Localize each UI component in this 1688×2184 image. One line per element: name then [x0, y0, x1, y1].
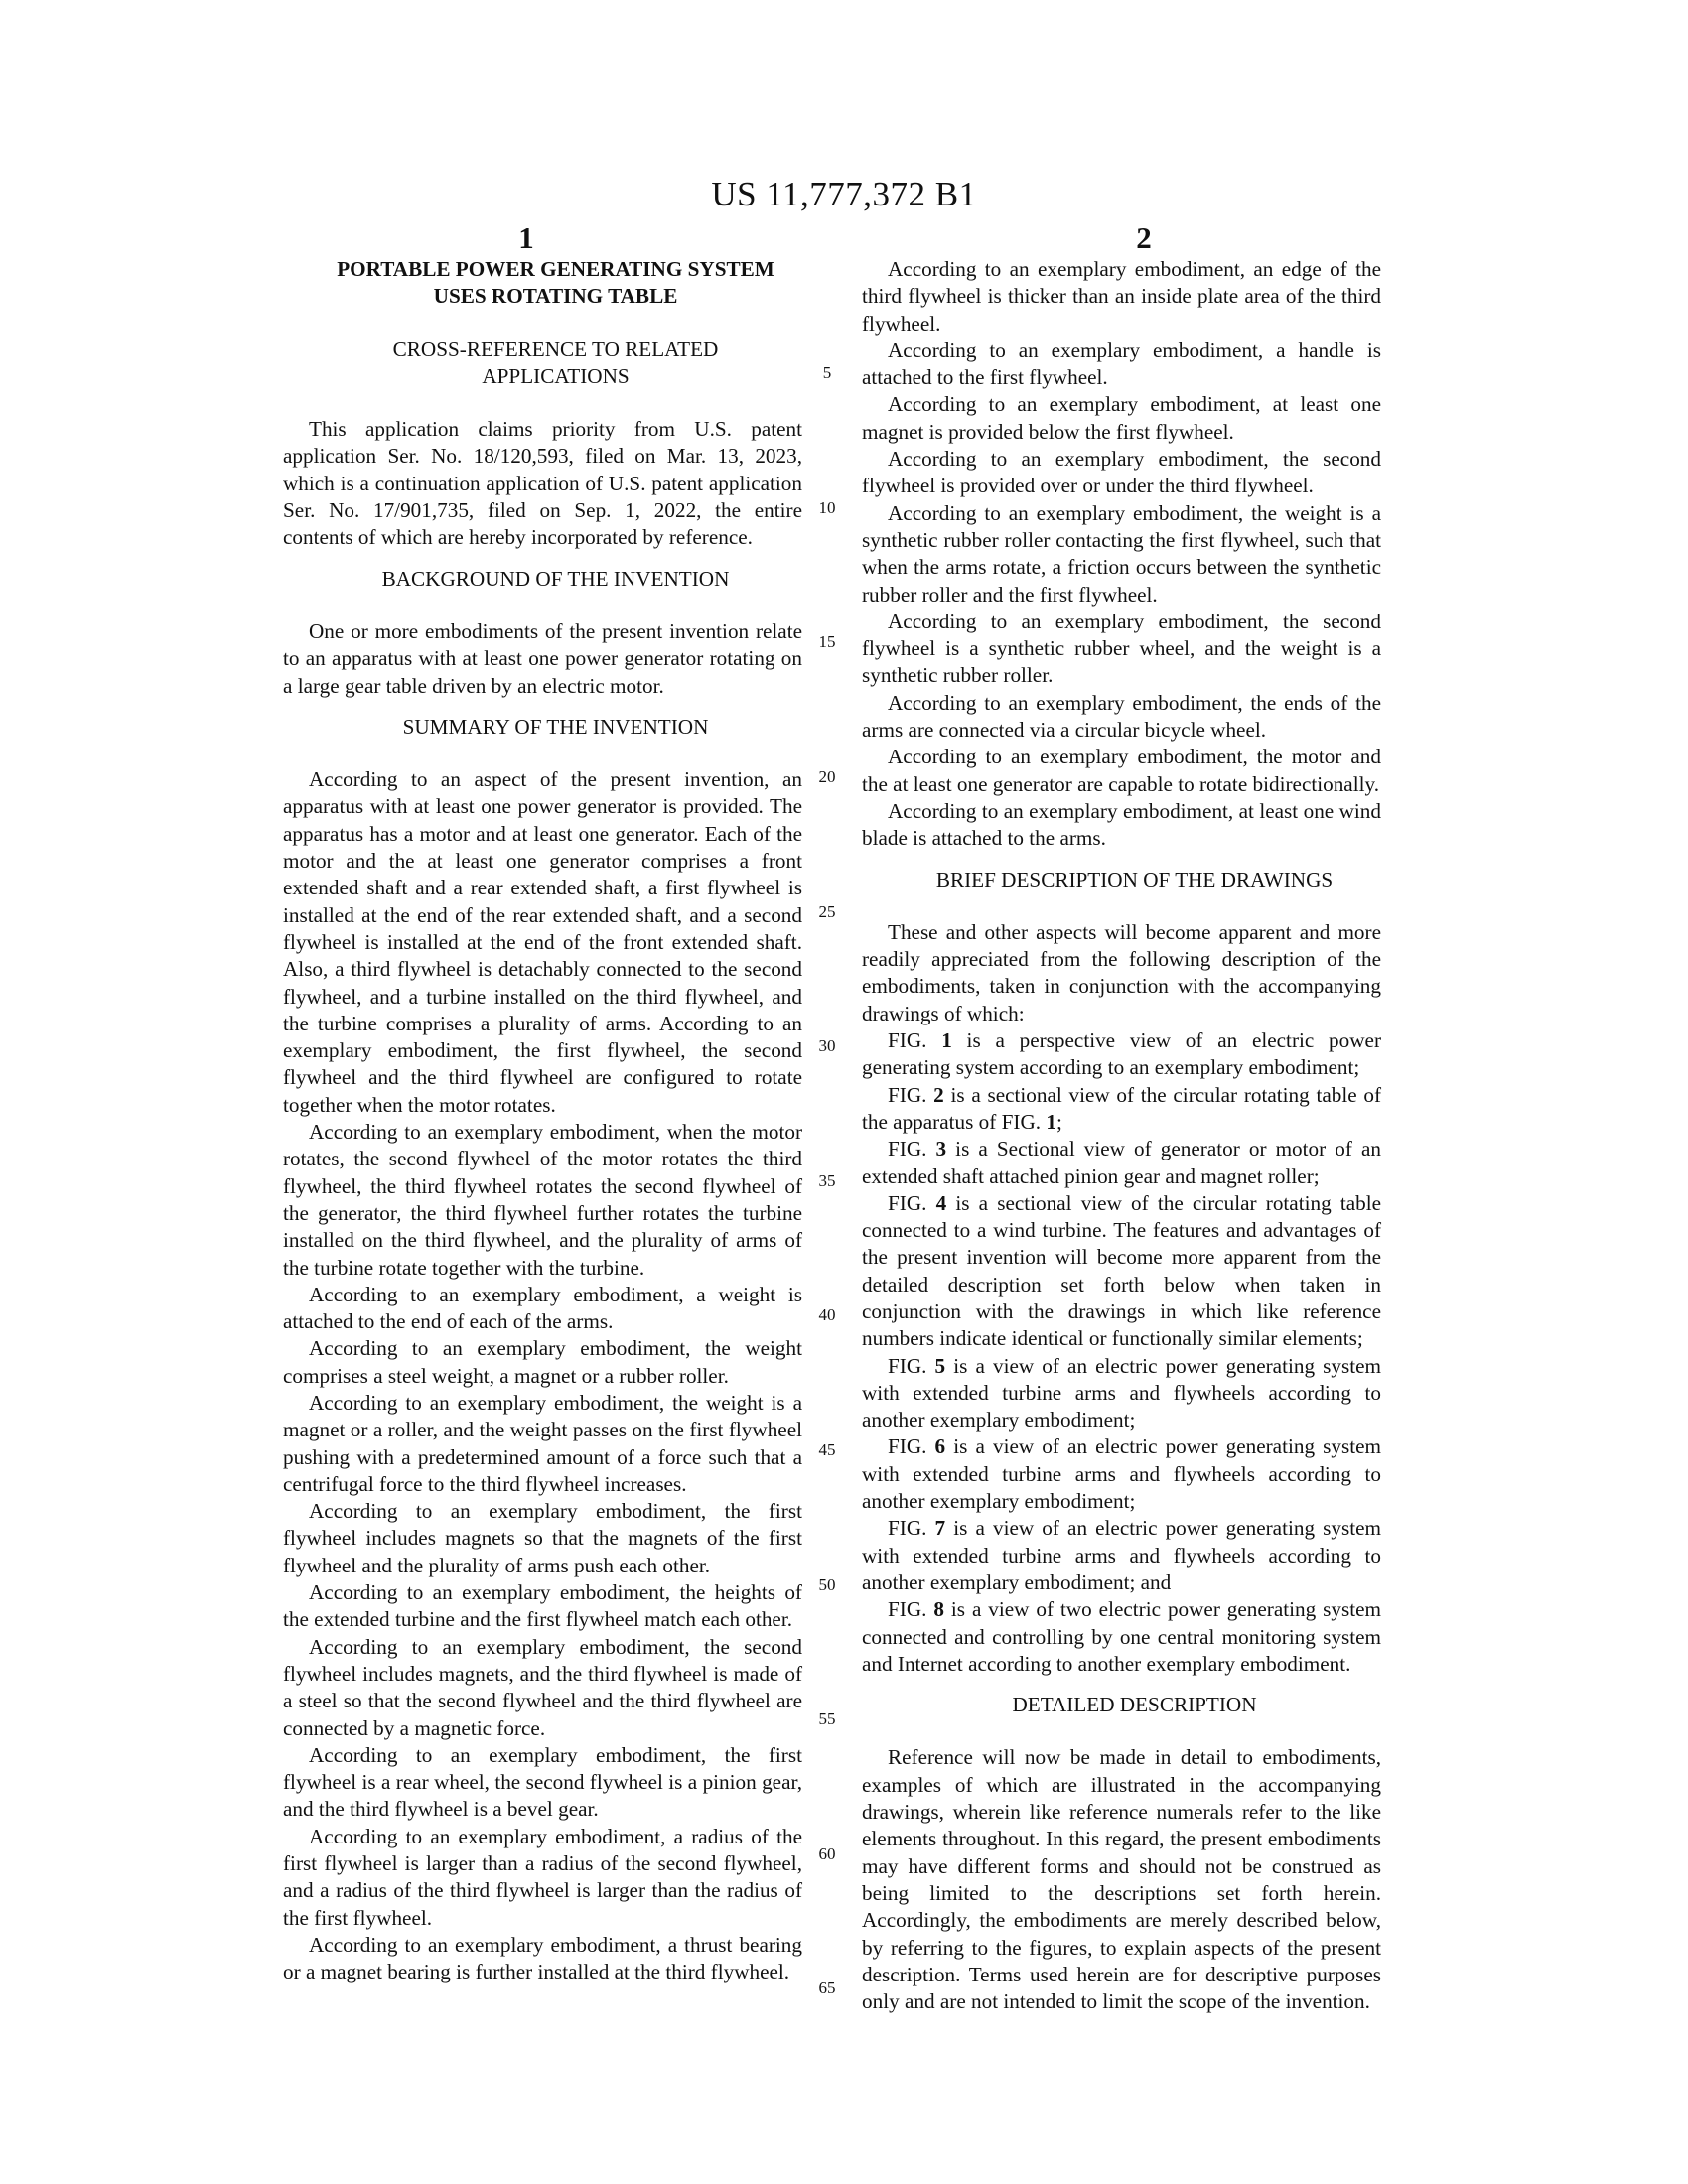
- title-line-1: PORTABLE POWER GENERATING SYSTEM: [337, 257, 774, 281]
- title-line-2: USES ROTATING TABLE: [433, 284, 678, 309]
- figure-number: 5: [934, 1353, 946, 1378]
- background-paragraph: One or more embodiments of the present invention relate to an apparatus with at least one power generator rotating on a large gear table driven by an electric motor.: [283, 618, 802, 698]
- patent-number: US 11,777,372 B1: [711, 175, 977, 213]
- left-column: [283, 256, 802, 1986]
- figure-description-4: FIG. 4 is a sectional view of the circular rotating table connected to a wind turbine. The features and advantages of the present invention will become more apparent from the detailed description set forth below when taken in conjunction with the drawings in which like reference numbers indicate identical or functionally similar elements;: [862, 1190, 1382, 1351]
- brief-description-intro: These and other aspects will become apparent and more readily appreciated from the following description of the embodiments, taken in conjunction with the accompanying drawings of which:: [862, 919, 1381, 1025]
- line-number: 40: [818, 1305, 836, 1324]
- cross-reference-paragraph: This application claims priority from U.S. patent application Ser. No. 18/120,593, filed on Mar. 13, 2023, which is a continuation application of U.S. patent application Ser. No. 17/901,735, filed on Sep. 1, 2022, the entire contents of which are hereby incorporated by reference.: [283, 417, 802, 550]
- line-number: 55: [818, 1709, 836, 1728]
- figure-number: 1: [941, 1028, 952, 1053]
- summary-paragraph: According to an exemplary embodiment, a weight is attached to the end of each of the arms.: [283, 1282, 802, 1334]
- line-number: 30: [818, 1036, 836, 1055]
- background-heading: BACKGROUND OF THE INVENTION: [381, 566, 730, 591]
- summary-paragraph: According to an exemplary embodiment, the weight comprises a steel weight, a magnet or a rubber roller.: [283, 1336, 802, 1388]
- line-number: 65: [818, 1979, 836, 1997]
- detailed-description-paragraph: Reference will now be made in detail to embodiments, examples of which are illustrated in the accompanying drawings, wherein like reference numerals refer to the like elements throughout. In this regard, the present embodiments may have different forms and should not be construed as being limited to the descriptions set forth herein. Accordingly, the embodiments are merely described below, by referring to the figures, to explain aspects of the present description. Terms used herein are for descriptive purposes only and are not intended to limit the scope of the invention.: [862, 1745, 1381, 2014]
- summary-paragraph: According to an exemplary embodiment, the heights of the extended turbine and the first flywheel match each other.: [283, 1580, 802, 1632]
- figure-number: 8: [933, 1597, 944, 1622]
- column-number-right: 2: [1136, 220, 1152, 255]
- summary-paragraph: According to an exemplary embodiment, the weight is a synthetic rubber roller contacting the first flywheel, such that when the arms rotate, a friction occurs between the synthetic rubber roller and the first flywheel.: [862, 500, 1381, 607]
- summary-paragraph: According to an exemplary embodiment, at least one magnet is provided below the first flywheel.: [862, 392, 1381, 444]
- summary-paragraph: According to an exemplary embodiment, a radius of the first flywheel is larger than a radius of the second flywheel, and a radius of the third flywheel is larger than the radius of the first flywheel.: [283, 1824, 802, 1930]
- cross-reference-heading-line-2: APPLICATIONS: [482, 363, 630, 388]
- summary-paragraph: According to an exemplary embodiment, an edge of the third flywheel is thicker than an inside plate area of the third flywheel.: [862, 257, 1381, 336]
- figure-description-1: FIG. 1 is a perspective view of an electric power generating system according to an exemplary embodiment;: [862, 1028, 1381, 1080]
- summary-paragraph: According to an exemplary embodiment, the second flywheel includes magnets, and the third flywheel is made of a steel so that the second flywheel and the third flywheel are connected by a magnetic force.: [283, 1634, 802, 1740]
- summary-paragraph: According to an exemplary embodiment, the weight is a magnet or a roller, and the weight passes on the first flywheel pushing with a predetermined amount of a force such that a centrifugal force to the third flywheel increases.: [283, 1390, 802, 1496]
- summary-paragraph: According to an aspect of the present invention, an apparatus with at least one power generator is provided. The apparatus has a motor and at least one generator. Each of the motor and the at least one generator comprises a front extended shaft and a rear extended shaft, a first flywheel is installed at the end of the rear extended shaft, and a second flywheel is installed at the end of the front extended shaft. Also, a third flywheel is detachably connected to the second flywheel, and a turbine installed on the third flywheel, and the turbine comprises a plurality of arms. According to an exemplary embodiment, the first flywheel, the second flywheel and the third flywheel are configured to rotate together when the motor rotates.: [283, 767, 802, 1117]
- line-number: 15: [818, 632, 836, 651]
- figure-number: 6: [934, 1434, 946, 1459]
- line-number: 35: [818, 1171, 836, 1190]
- line-number: 50: [818, 1575, 836, 1594]
- summary-heading: SUMMARY OF THE INVENTION: [402, 714, 709, 739]
- figure-description-7: FIG. 7 is a view of an electric power generating system with extended turbine arms and flywheels according to another exemplary embodiment; and: [862, 1516, 1382, 1594]
- right-column: [862, 256, 1381, 2015]
- line-number: 45: [818, 1440, 836, 1459]
- cross-reference-heading-line-1: CROSS-REFERENCE TO RELATED: [392, 337, 719, 361]
- line-number: 10: [818, 498, 836, 517]
- figure-description-6: FIG. 6 is a view of an electric power generating system with extended turbine arms and flywheels according to another exemplary embodiment;: [862, 1434, 1382, 1514]
- figure-description-5: FIG. 5 is a view of an electric power generating system with extended turbine arms and flywheels according to another exemplary embodiment;: [862, 1353, 1382, 1433]
- summary-paragraph: According to an exemplary embodiment, the first flywheel is a rear wheel, the second flywheel is a pinion gear, and the third flywheel is a bevel gear.: [283, 1742, 802, 1822]
- brief-description-heading: BRIEF DESCRIPTION OF THE DRAWINGS: [935, 867, 1334, 891]
- line-number: 60: [818, 1844, 836, 1863]
- line-number: 5: [822, 363, 832, 382]
- figure-number: 2: [933, 1082, 944, 1107]
- column-number-left: 1: [518, 220, 534, 255]
- summary-paragraph: According to an exemplary embodiment, the ends of the arms are connected via a circular bicycle wheel.: [862, 690, 1381, 743]
- figure-number: 7: [934, 1516, 946, 1541]
- summary-paragraph: According to an exemplary embodiment, the second flywheel is a synthetic rubber wheel, and the weight is a synthetic rubber roller.: [862, 609, 1381, 688]
- summary-paragraph: According to an exemplary embodiment, the second flywheel is provided over or under the third flywheel.: [862, 447, 1381, 498]
- summary-paragraph: According to an exemplary embodiment, a handle is attached to the first flywheel.: [862, 338, 1381, 390]
- summary-paragraph: According to an exemplary embodiment, a thrust bearing or a magnet bearing is further installed at the third flywheel.: [283, 1932, 802, 1984]
- line-number: 20: [818, 767, 836, 786]
- figure-number: 4: [935, 1190, 947, 1215]
- figure-number: 3: [935, 1137, 947, 1161]
- line-number: 25: [818, 902, 836, 921]
- figure-description-8: FIG. 8 is a view of two electric power generating system connected and controlling by one central monitoring system and Internet according to another exemplary embodiment.: [862, 1597, 1382, 1676]
- summary-paragraph: According to an exemplary embodiment, the first flywheel includes magnets so that the magnets of the first flywheel and the plurality of arms push each other.: [283, 1499, 802, 1577]
- figure-description-3: FIG. 3 is a Sectional view of generator or motor of an extended shaft attached pinion gear and magnet roller;: [862, 1137, 1381, 1188]
- figure-description-2: FIG. 2 is a sectional view of the circular rotating table of the apparatus of FIG. 1;: [862, 1082, 1381, 1134]
- summary-paragraph: According to an exemplary embodiment, when the motor rotates, the second flywheel of the motor rotates the third flywheel, the third flywheel rotates the second flywheel of the generator, the third flywheel further rotates the turbine installed on the third flywheel, and the plurality of arms of the turbine rotate together with the turbine.: [283, 1120, 802, 1280]
- figure-number: 1: [1046, 1109, 1056, 1134]
- summary-paragraph: According to an exemplary embodiment, at least one wind blade is attached to the arms.: [862, 798, 1381, 851]
- detailed-description-heading: DETAILED DESCRIPTION: [1012, 1693, 1257, 1717]
- summary-paragraph: According to an exemplary embodiment, the motor and the at least one generator are capable to rotate bidirectionally.: [862, 745, 1381, 796]
